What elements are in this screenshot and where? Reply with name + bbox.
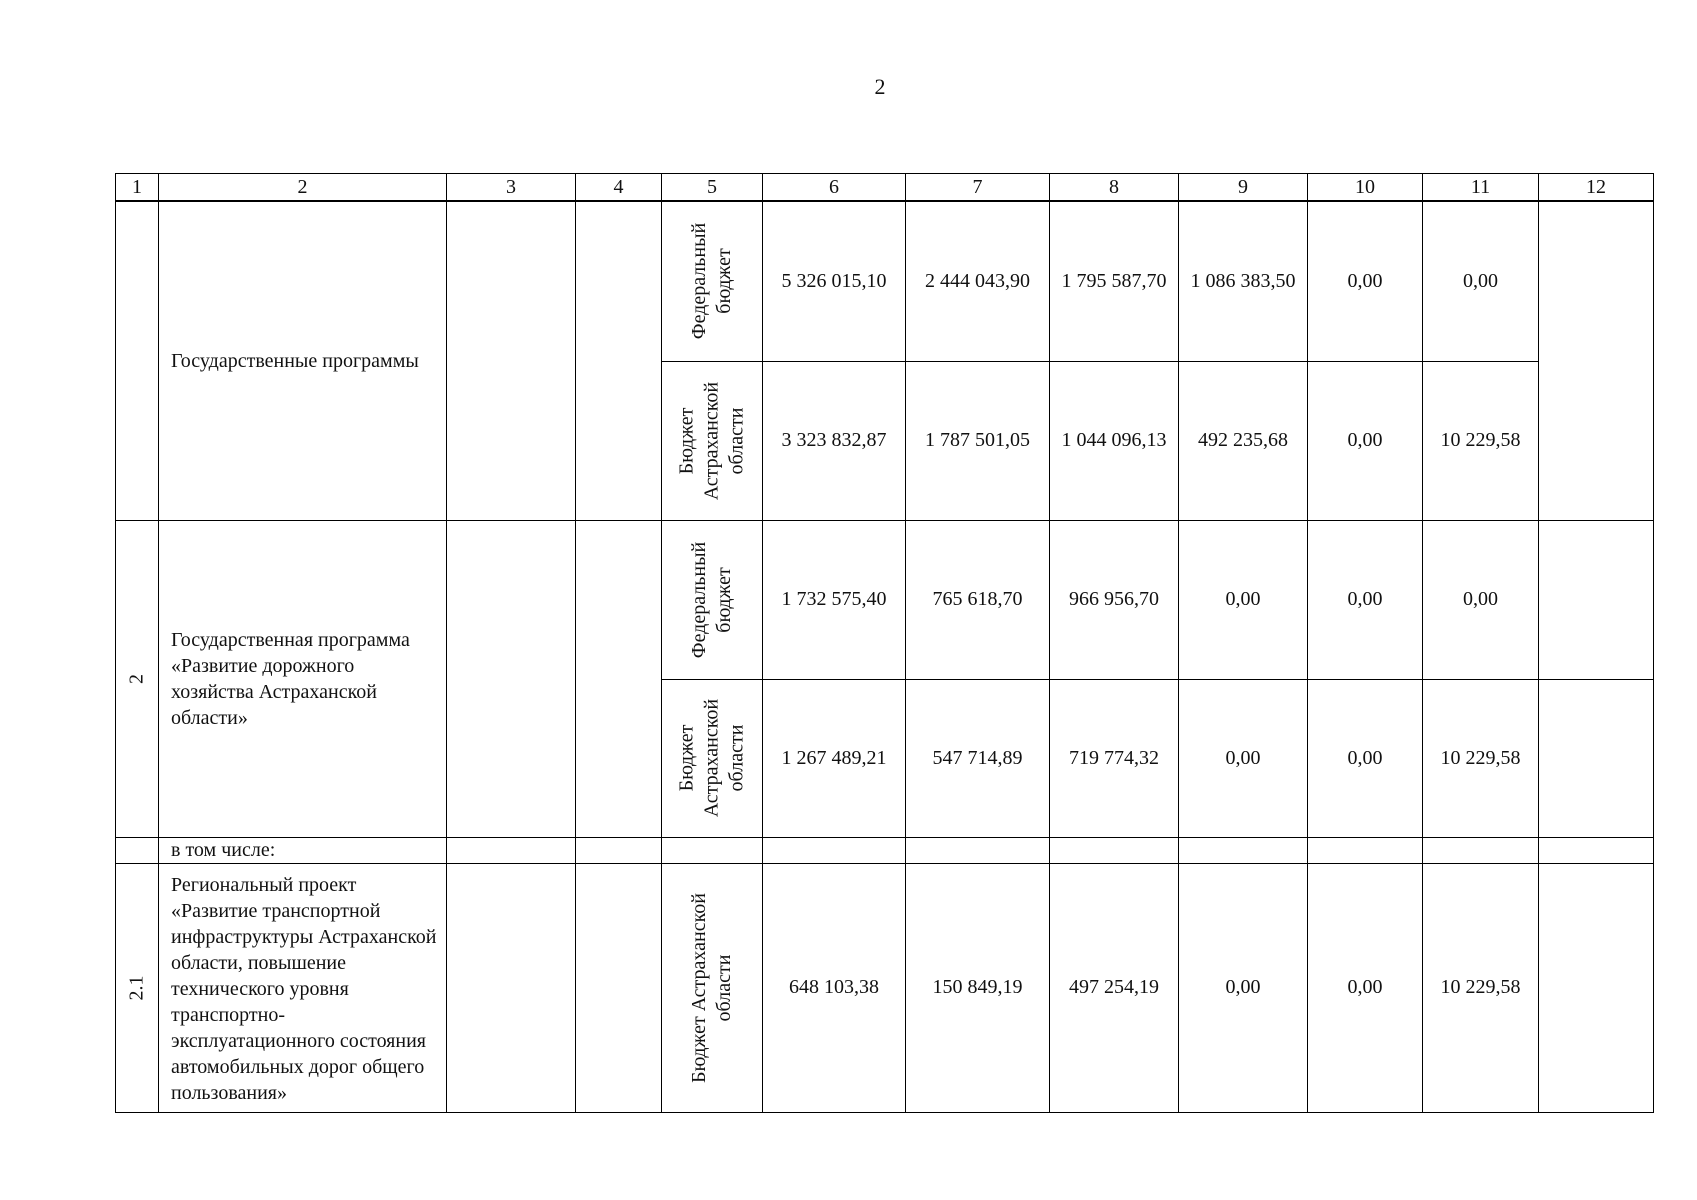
value-cell: 497 254,19 [1050, 863, 1179, 1112]
value-cell: 150 849,19 [906, 863, 1050, 1112]
value-cell: 966 956,70 [1050, 520, 1179, 679]
table-row [116, 201, 1654, 361]
col12-cell [1539, 201, 1654, 520]
including-label: в том числе: [159, 837, 447, 863]
column-header: 12 [1539, 174, 1654, 202]
funding-source-label: Федеральный бюджет [688, 541, 735, 658]
value-cell: 1 086 383,50 [1179, 201, 1308, 361]
row-number-cell: 2 [116, 520, 159, 837]
value-cell: 1 267 489,21 [763, 679, 906, 837]
column-header: 8 [1050, 174, 1179, 202]
col12-cell [1539, 520, 1654, 679]
value-cell: 547 714,89 [906, 679, 1050, 837]
value-cell: 0,00 [1423, 201, 1539, 361]
column-header: 5 [662, 174, 763, 202]
value-cell: 10 229,58 [1423, 863, 1539, 1112]
funding-source-label: Бюджет Астраханской области [675, 698, 748, 818]
row-name-cell: Государственные программы [159, 201, 447, 520]
funding-source-label: Бюджет Астраханской области [688, 892, 735, 1083]
column-header: 6 [763, 174, 906, 202]
table-row [116, 837, 1654, 863]
col12-cell [1539, 863, 1654, 1112]
col3-cell [447, 201, 576, 520]
row-number-cell [116, 201, 159, 520]
value-cell: 3 323 832,87 [763, 361, 906, 520]
value-cell: 0,00 [1179, 863, 1308, 1112]
col4-cell [576, 201, 662, 520]
value-cell: 648 103,38 [763, 863, 906, 1112]
value-cell: 1 787 501,05 [906, 361, 1050, 520]
funding-source-cell [662, 679, 763, 837]
table-row [116, 520, 1654, 679]
value-cell: 0,00 [1179, 520, 1308, 679]
funding-source-label: Бюджет Астраханской области [675, 381, 748, 500]
funding-source-label: Федеральный бюджет [688, 223, 735, 340]
table-row [116, 863, 1654, 1112]
col4-cell [576, 863, 662, 1112]
col3-cell [447, 520, 576, 837]
value-cell: 0,00 [1308, 201, 1423, 361]
value-cell: 765 618,70 [906, 520, 1050, 679]
value-cell: 0,00 [1308, 679, 1423, 837]
budget-table [115, 173, 1654, 1113]
column-header: 2 [159, 174, 447, 202]
column-header: 1 [116, 174, 159, 202]
value-cell: 492 235,68 [1179, 361, 1308, 520]
funding-source-cell [662, 520, 763, 679]
value-cell: 1 795 587,70 [1050, 201, 1179, 361]
funding-source-cell [662, 201, 763, 361]
value-cell: 0,00 [1308, 520, 1423, 679]
value-cell: 1 732 575,40 [763, 520, 906, 679]
funding-source-cell [662, 361, 763, 520]
value-cell: 10 229,58 [1423, 679, 1539, 837]
value-cell: 0,00 [1308, 863, 1423, 1112]
column-number-header-row [116, 174, 1654, 202]
funding-source-cell [662, 863, 763, 1112]
value-cell: 5 326 015,10 [763, 201, 906, 361]
column-header: 4 [576, 174, 662, 202]
row-number-cell: 2.1 [116, 863, 159, 1112]
value-cell: 719 774,32 [1050, 679, 1179, 837]
col12-cell [1539, 679, 1654, 837]
column-header: 9 [1179, 174, 1308, 202]
value-cell: 0,00 [1308, 361, 1423, 520]
row-name-cell: Государственная программа «Развитие дорожного хозяйства Астраханской области» [159, 520, 447, 837]
column-header: 11 [1423, 174, 1539, 202]
page-number: 2 [874, 74, 886, 99]
value-cell: 0,00 [1179, 679, 1308, 837]
col4-cell [576, 520, 662, 837]
value-cell: 10 229,58 [1423, 361, 1539, 520]
column-header: 7 [906, 174, 1050, 202]
value-cell: 1 044 096,13 [1050, 361, 1179, 520]
value-cell: 2 444 043,90 [906, 201, 1050, 361]
value-cell: 0,00 [1423, 520, 1539, 679]
column-header: 3 [447, 174, 576, 202]
row-name-cell: Региональный проект «Развитие транспортной инфраструктуры Астраханской области, повышение технического уровня транспортно-эксплуатационного состояния автомобильных дорог общего пользования» [159, 863, 447, 1112]
col3-cell [447, 863, 576, 1112]
column-header: 10 [1308, 174, 1423, 202]
